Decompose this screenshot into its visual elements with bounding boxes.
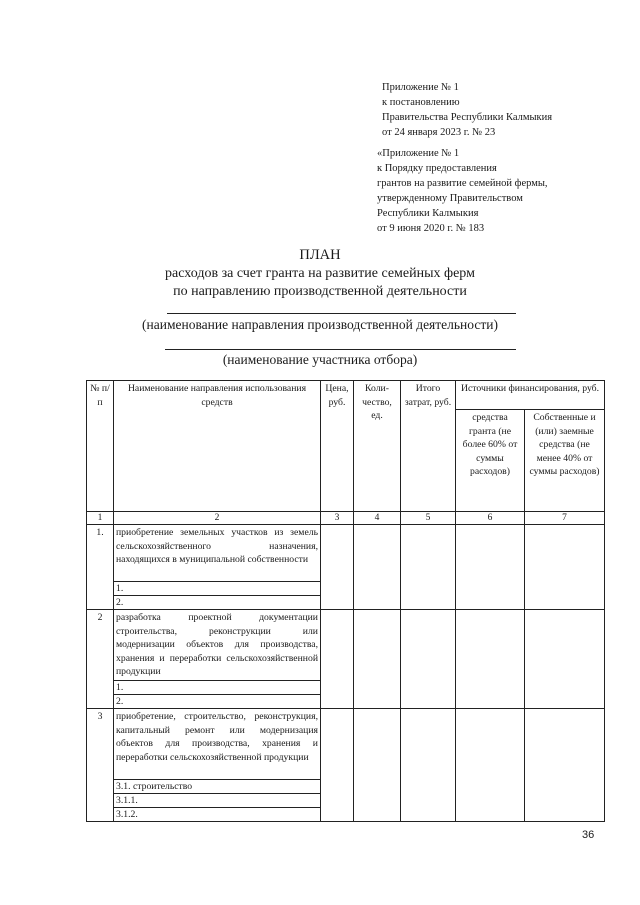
table-row [87, 709, 605, 780]
annex-line: «Приложение № 1 [377, 148, 460, 159]
price-cell[interactable] [321, 610, 354, 709]
subitem-label: 3.1.2. [114, 808, 321, 822]
order-annex-reference-block [377, 146, 548, 236]
section-title: разработка проектной документации строительства, реконструкции или модернизации объектов для производства, хранения и переработки сельскохозяйственной продукции [114, 610, 321, 681]
fill-in-line-participant [165, 349, 516, 350]
header-grant-funds: средства гранта (не более 60% от суммы расходов) [456, 410, 525, 512]
column-number: 3 [321, 512, 354, 525]
header-price: Цена, руб. [321, 381, 354, 512]
document-subtitle-line: расходов за счет гранта на развитие семейных ферм [165, 266, 475, 281]
annex-line: Правительства Республики Калмыкия [382, 112, 553, 123]
annex-line: к Порядку предоставления [377, 163, 497, 174]
section-number: 2 [87, 610, 114, 709]
column-number: 6 [456, 512, 525, 525]
table-row [87, 610, 605, 681]
column-number-row [87, 512, 605, 525]
table-header-row [87, 381, 605, 410]
total-cell[interactable] [401, 525, 456, 610]
direction-caption: (наименование направления производственной деятельности) [142, 317, 498, 332]
own-funds-cell[interactable] [525, 709, 605, 822]
section-title: приобретение, строительство, реконструкция, капитальный ремонт или модернизация объектов для производства, хранения и переработки сельскохозяйственной продукции [114, 709, 321, 780]
annex-line: утвержденному Правительством [377, 193, 523, 204]
grant-cell[interactable] [456, 709, 525, 822]
price-cell[interactable] [321, 525, 354, 610]
grant-cell[interactable] [456, 610, 525, 709]
column-number: 7 [525, 512, 605, 525]
header-qty: Коли-чество, ед. [354, 381, 401, 512]
column-number: 2 [114, 512, 321, 525]
document-subtitle-line: по направлению производственной деятельности [173, 284, 467, 299]
annex-line: Республики Калмыкия [377, 208, 479, 219]
section-number: 1. [87, 525, 114, 610]
subitem-label: 2. [114, 695, 321, 709]
page-number: 36 [582, 829, 595, 841]
table-row [87, 525, 605, 582]
annex-line: грантов на развитие семейной фермы, [377, 178, 548, 189]
section-number: 3 [87, 709, 114, 822]
subitem-label: 1. [114, 582, 321, 596]
annex-line: от 9 июня 2020 г. № 183 [377, 223, 485, 234]
expense-plan-table [86, 380, 605, 822]
qty-cell[interactable] [354, 709, 401, 822]
subitem-label: 2. [114, 596, 321, 610]
subitem-label: 3.1.1. [114, 794, 321, 808]
annex-line: к постановлению [382, 97, 460, 108]
column-number: 5 [401, 512, 456, 525]
header-num: № п/п [87, 381, 114, 512]
column-number: 1 [87, 512, 114, 525]
own-funds-cell[interactable] [525, 610, 605, 709]
document-title: ПЛАН [299, 247, 341, 263]
annex-line: Приложение № 1 [382, 82, 459, 93]
participant-caption: (наименование участника отбора) [222, 352, 418, 367]
column-number: 4 [354, 512, 401, 525]
total-cell[interactable] [401, 610, 456, 709]
qty-cell[interactable] [354, 525, 401, 610]
own-funds-cell[interactable] [525, 525, 605, 610]
section-title: приобретение земельных участков из земель сельскохозяйственного назначения, находящихся в муниципальной собственности [114, 525, 321, 582]
qty-cell[interactable] [354, 610, 401, 709]
total-cell[interactable] [401, 709, 456, 822]
header-own-funds: Собственные и (или) заемные средства (не менее 40% от суммы расходов) [525, 410, 605, 512]
annex-reference-block [382, 80, 552, 140]
header-sources: Источники финансирования, руб. [456, 381, 605, 410]
header-total: Итого затрат, руб. [401, 381, 456, 512]
grant-cell[interactable] [456, 525, 525, 610]
annex-line: от 24 января 2023 г. № 23 [382, 127, 496, 138]
subitem-label: 3.1. строительство [114, 780, 321, 794]
fill-in-line-direction [167, 313, 516, 314]
price-cell[interactable] [321, 709, 354, 822]
subitem-label: 1. [114, 681, 321, 695]
header-name: Наименование направления использования средств [114, 381, 321, 512]
